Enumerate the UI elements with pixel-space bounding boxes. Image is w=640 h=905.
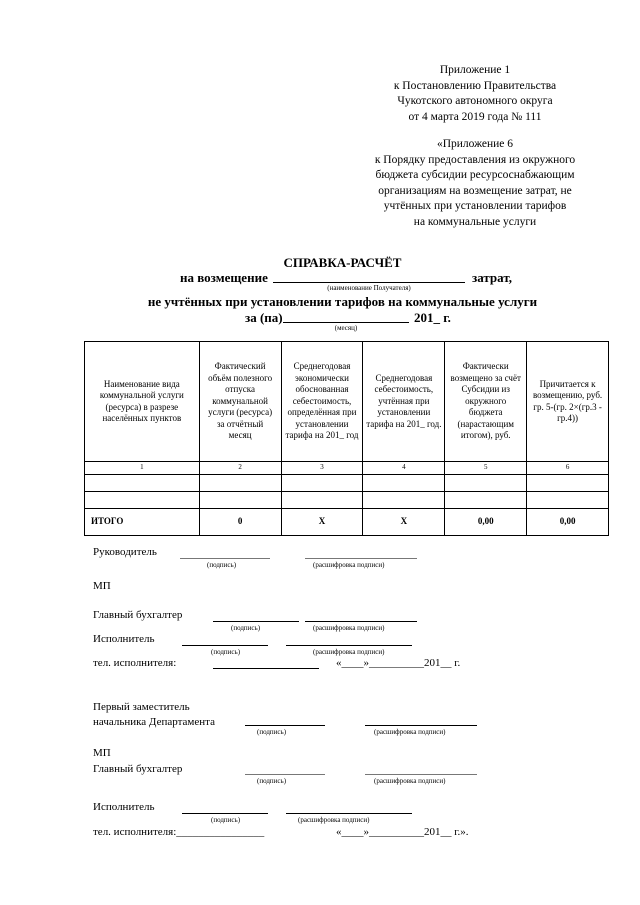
table-row (85, 474, 609, 491)
decode-hint: (расшифровка подписи) (374, 728, 446, 736)
header-cell: Фактический объём полезного отпуска коммунальной услуги (ресурса) за отчётный месяц (199, 342, 281, 462)
decode-hint: (расшифровка подписи) (313, 624, 385, 632)
executor-label: Исполнитель (93, 801, 155, 813)
header-cell: Причитается к возмещению, руб. гр. 5-(гр. 2×(гр.3 - гр.4)) (527, 342, 609, 462)
appendix-6-line: бюджета субсидии ресурсоснабжающим (375, 169, 575, 181)
appendix-6-line: на коммунальные услуги (413, 215, 537, 228)
table-row (85, 491, 609, 508)
document-title: СПРАВКА-РАСЧЁТ (283, 255, 402, 270)
executor-signature-line[interactable] (182, 645, 268, 646)
decode-hint: (расшифровка подписи) (313, 648, 385, 656)
sign-hint: (подпись) (257, 728, 287, 736)
appendix-1-block (350, 63, 600, 125)
title-line-2-right: затрат, (472, 270, 512, 285)
sign-hint: (подпись) (211, 816, 241, 824)
header-cell: Фактически возмещено за счёт Субсидии из окружного бюджета (нарастающим итогом), руб. (445, 342, 527, 462)
date-field[interactable]: «____»__________201__ г.». (336, 826, 469, 838)
chief-accountant-label: Главный бухгалтер (93, 763, 183, 775)
table-cell[interactable] (527, 474, 609, 491)
appendix-1-line: Чукотского автономного округа (397, 95, 553, 107)
table-cell[interactable] (199, 491, 281, 508)
appendix-6-line: к Порядку предоставления из окружного (374, 153, 576, 166)
chief-accountant-label: Главный бухгалтер (93, 609, 183, 621)
phone-label: тел. исполнителя: (93, 657, 177, 669)
column-number: 2 (199, 462, 281, 475)
table-cell[interactable] (527, 491, 609, 508)
table-cell[interactable] (85, 491, 200, 508)
phone-field[interactable]: тел. исполнителя:________________ (93, 826, 265, 838)
header-cell: Наименование вида коммунальной услуги (ресурса) в разрезе населённых пунктов (85, 342, 200, 462)
table-cell[interactable] (445, 491, 527, 508)
sign-hint: (подпись) (211, 648, 241, 656)
column-number: 5 (445, 462, 527, 475)
executor2-decode-line[interactable] (286, 813, 412, 814)
column-number: 6 (527, 462, 609, 475)
recipient-hint: (наименование Получателя) (327, 284, 411, 292)
total-label: ИТОГО (85, 508, 200, 535)
month-hint: (месяц) (334, 324, 358, 332)
appendix-1-line: к Постановлению Правительства (393, 79, 557, 92)
sign-hint: (подпись) (231, 624, 261, 632)
head-signature-line[interactable] (180, 558, 270, 559)
phone-line[interactable] (213, 668, 319, 669)
table-cell[interactable] (281, 491, 363, 508)
table-cell[interactable] (199, 474, 281, 491)
table-cell[interactable] (445, 474, 527, 491)
title-line-2-left: на возмещение (180, 270, 268, 285)
column-number: 1 (85, 462, 200, 475)
appendix-6-line: организациям на возмещение затрат, не (378, 184, 572, 197)
total-row (85, 508, 609, 535)
appendix-6-line: «Приложение 6 (436, 138, 514, 150)
deputy-decode-line[interactable] (365, 725, 477, 726)
chief-decode-line[interactable] (305, 621, 417, 622)
column-number-row (85, 462, 609, 475)
table-cell[interactable] (363, 491, 445, 508)
stamp-label: МП (93, 747, 111, 759)
first-deputy-line: начальника Департамента (93, 716, 215, 728)
month-blank (283, 322, 409, 323)
table-cell[interactable] (363, 474, 445, 491)
chief-signature-line[interactable] (213, 621, 299, 622)
executor2-signature-line[interactable] (182, 813, 268, 814)
title-line-4-left: за (па) (245, 310, 283, 325)
first-deputy-line: Первый заместитель (93, 701, 190, 713)
table-header-row (85, 342, 609, 462)
deputy-signature-line[interactable] (245, 725, 325, 726)
total-cell: Х (281, 508, 363, 535)
sign-hint: (подпись) (207, 561, 237, 569)
sign-hint: (подпись) (257, 777, 287, 785)
calculation-table (84, 341, 609, 536)
table-cell[interactable] (85, 474, 200, 491)
table-cell[interactable] (281, 474, 363, 491)
total-cell: 0,00 (445, 508, 527, 535)
title-line-4-right: 201_ г. (414, 310, 451, 325)
executor-label: Исполнитель (93, 633, 155, 645)
recipient-blank (273, 282, 465, 283)
total-cell: Х (363, 508, 445, 535)
column-number: 4 (363, 462, 445, 475)
appendix-6-line: учтённых при установлении тарифов (383, 200, 567, 212)
executor-decode-line[interactable] (286, 645, 412, 646)
title-line-3: не учтённых при установлении тарифов на коммунальные услуги (147, 294, 538, 309)
decode-hint: (расшифровка подписи) (313, 561, 385, 569)
decode-hint: (расшифровка подписи) (374, 777, 446, 785)
total-cell: 0,00 (527, 508, 609, 535)
stamp-label: МП (93, 580, 111, 592)
header-cell: Среднегодовая себестоимость, учтённая при установлении тарифа на 201_ год. (363, 342, 445, 462)
appendix-6-block (330, 137, 620, 230)
date-field[interactable]: «____»__________201__ г. (336, 657, 461, 669)
appendix-1-line: от 4 марта 2019 года № 111 (408, 110, 542, 123)
column-number: 3 (281, 462, 363, 475)
head-label: Руководитель (93, 546, 157, 558)
appendix-1-line: Приложение 1 (439, 64, 511, 76)
total-cell: 0 (199, 508, 281, 535)
decode-hint: (расшифровка подписи) (298, 816, 370, 824)
chief2-decode-line[interactable] (365, 774, 477, 775)
head-decode-line[interactable] (305, 558, 417, 559)
chief2-signature-line[interactable] (245, 774, 325, 775)
header-cell: Среднегодовая экономически обоснованная себестоимость, определённая при установлении тарифа на 201_ год (281, 342, 363, 462)
first-deputy-label (93, 700, 215, 730)
